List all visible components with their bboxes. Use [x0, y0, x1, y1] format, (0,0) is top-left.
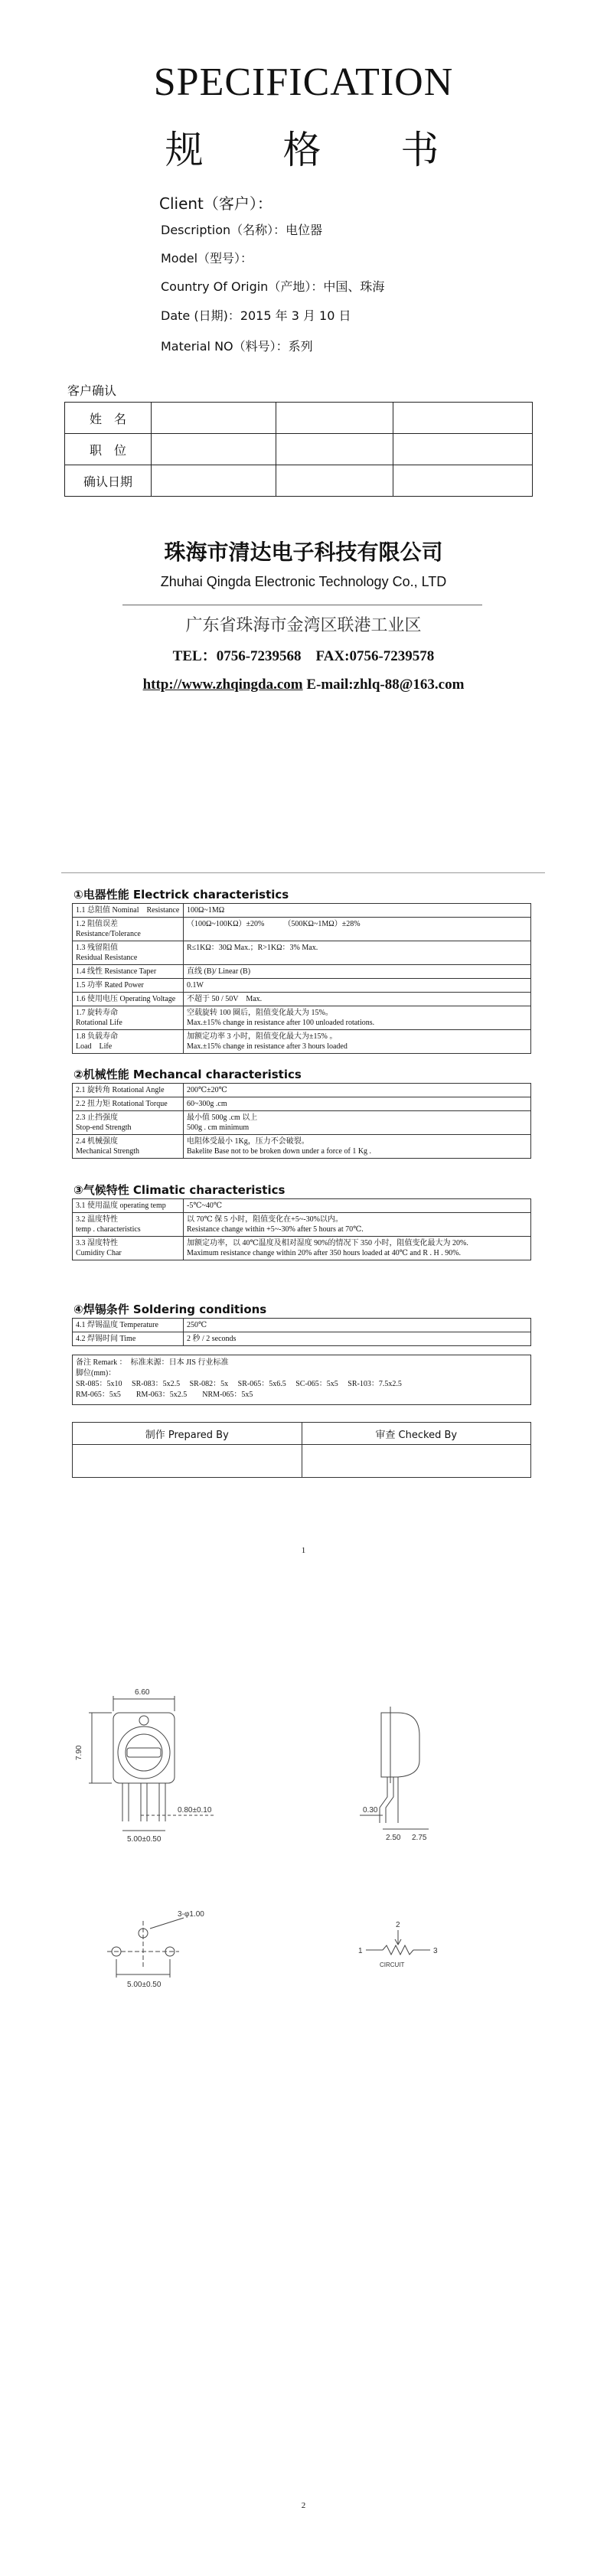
table-row	[73, 1332, 531, 1346]
spec-param-label: 1.3 残留阻值 Residual Resistance	[73, 941, 184, 965]
table-row	[73, 979, 531, 993]
spec-param-value: 空载旋转 100 圈后，阻值变化最大为 15%。 Max.±15% change in resistance after 100 unloaded rotations.	[184, 1006, 531, 1030]
company-name-cn: 珠海市清达电子科技有限公司	[164, 540, 443, 565]
spec-param-label: 2.1 旋转角 Rotational Angle	[73, 1084, 184, 1097]
confirm-cell[interactable]	[152, 434, 276, 465]
remark-box: 备注 Remark ： 标准来源：日本 JIS 行业标准 脚位(mm)： SR-085：5x10 SR-083：5x2.5 SR-082：5x SR-065：5x6.5 SC-065：5x5 SR-103：7.5x2.5 RM-065：5x5 RM-063：5x2.5 NRM-065：5x5	[72, 1355, 531, 1405]
dim-7-90: 7.90	[75, 1745, 83, 1760]
spec-title-cn: 规 格 书	[165, 128, 473, 172]
confirm-cell[interactable]	[393, 465, 533, 497]
table-row	[73, 965, 531, 979]
dim-0-30: 0.30	[363, 1806, 378, 1815]
spec-param-value: 0.1W	[184, 979, 531, 993]
table-row	[73, 1111, 531, 1135]
confirm-cell[interactable]	[152, 465, 276, 497]
customer-confirm-table	[64, 402, 533, 497]
spec-param-value: 2 秒 / 2 seconds	[184, 1332, 531, 1346]
table-row	[73, 1319, 531, 1332]
table-row	[73, 1084, 531, 1097]
spec-param-label: 2.3 止挡强度 Stop-end Strength	[73, 1111, 184, 1135]
spec-param-label: 4.2 焊锡时间 Time	[73, 1332, 184, 1346]
dim-holes: 3-φ1.00	[178, 1910, 204, 1919]
spec-param-value: 100Ω~1MΩ	[184, 904, 531, 918]
dim-2-50: 2.50	[386, 1834, 401, 1842]
table-row	[73, 918, 531, 941]
dimension-drawing	[0, 1645, 607, 2120]
confirm-cell[interactable]	[276, 434, 393, 465]
spec-param-label: 2.4 机械强度 Mechanical Strength	[73, 1135, 184, 1159]
electrical-table	[72, 903, 531, 1054]
page-number: 1	[301, 1546, 306, 1555]
spec-param-value: 不超于 50 / 50V Max.	[184, 993, 531, 1006]
spec-param-value: 200℃±20℃	[184, 1084, 531, 1097]
prepared-by-signature[interactable]	[73, 1445, 302, 1478]
spec-param-label: 1.8 负载寿命 Load Life	[73, 1030, 184, 1054]
page-separator	[61, 872, 545, 873]
spec-param-label: 4.1 焊锡温度 Temperature	[73, 1319, 184, 1332]
mechanical-table	[72, 1083, 531, 1159]
table-row	[73, 1237, 531, 1260]
spec-param-value: -5℃~40℃	[184, 1199, 531, 1213]
table-row	[73, 1423, 531, 1445]
spec-param-value: 以 70℃ 保 5 小时，阻值变化在+5~-30%以内。 Resistance change within +5~-30% after 5 hours at 70℃.	[184, 1213, 531, 1237]
pin-3-label: 3	[433, 1947, 438, 1955]
spec-param-value: 最小值 500g .cm 以上 500g . cm minimum	[184, 1111, 531, 1135]
signature-table	[72, 1422, 531, 1478]
soldering-table	[72, 1318, 531, 1346]
pin-1-label: 1	[358, 1947, 363, 1955]
company-web-email	[0, 677, 607, 693]
table-row	[73, 1006, 531, 1030]
company-address: 广东省珠海市金湾区联港工业区	[185, 616, 422, 635]
table-row	[73, 1213, 531, 1237]
dim-2-75: 2.75	[412, 1834, 427, 1842]
climatic-table	[72, 1198, 531, 1260]
company-tel-fax: TEL：0756-7239568 FAX:0756-7239578	[172, 648, 435, 664]
client-field: Client（客户）：	[159, 194, 272, 213]
table-row	[73, 1445, 531, 1478]
dim-5-00: 5.00±0.50	[127, 1835, 162, 1844]
table-row	[65, 465, 533, 497]
material-field: Material NO（料号）：系列	[161, 339, 313, 354]
circuit-label: CIRCUIT	[380, 1961, 405, 1968]
section-electrical-title: ①电器性能 Electrick characteristics	[73, 888, 289, 902]
page-number-2: 2	[301, 2501, 306, 2510]
spec-param-label: 1.5 功率 Rated Power	[73, 979, 184, 993]
spec-param-label: 3.3 湿度特性 Cumidity Char	[73, 1237, 184, 1260]
checked-by-signature[interactable]	[302, 1445, 531, 1478]
confirm-cell[interactable]	[152, 403, 276, 434]
section-mechanical-title: ②机械性能 Mechancal characteristics	[73, 1068, 302, 1081]
confirm-cell[interactable]	[393, 434, 533, 465]
dim-0-80: 0.80±0.10	[178, 1806, 212, 1815]
confirm-cell[interactable]	[276, 465, 393, 497]
company-name-en: Zhuhai Qingda Electronic Technology Co., LTD	[160, 574, 447, 589]
origin-field: Country Of Origin（产地）：中国、珠海	[161, 279, 385, 294]
hole-pattern-drawing	[107, 1918, 184, 1978]
table-row	[73, 1097, 531, 1111]
email-text: E-mail:zhlq-88@163.com	[302, 677, 465, 693]
spec-param-value: 直线 (B)/ Linear (B)	[184, 965, 531, 979]
model-field: Model（型号）：	[161, 251, 253, 266]
spec-param-label: 1.6 使用电压 Operating Voltage	[73, 993, 184, 1006]
confirm-cell[interactable]	[276, 403, 393, 434]
table-row	[73, 941, 531, 965]
date-field: Date (日期)：2015 年 3 月 10 日	[161, 308, 351, 323]
checked-by-label: 审查 Checked By	[302, 1423, 531, 1445]
spec-param-label: 1.7 旋转寿命 Rotational Life	[73, 1006, 184, 1030]
spec-param-value: 电阻体受最小 1Kg，压力不会破裂。 Bakelite Base not to be broken down under a force of 1 Kg .	[184, 1135, 531, 1159]
spec-param-value: 加额定功率，以 40℃温度及相对湿度 90%的情况下 350 小时，阻值变化最大为 20%. Maximum resistance change within 20% after 350 hours loaded at 40℃ and R . H . 90%.	[184, 1237, 531, 1260]
circuit-symbol	[366, 1930, 430, 1955]
spec-param-value: 250℃	[184, 1319, 531, 1332]
spec-param-label: 2.2 扭力矩 Rotational Torque	[73, 1097, 184, 1111]
spec-param-label: 3.1 使用温度 operating temp	[73, 1199, 184, 1213]
section-climatic-title: ③气候特性 Climatic characteristics	[73, 1183, 286, 1197]
table-row	[65, 434, 533, 465]
spec-param-label: 1.2 阻值误差 Resistance/Tolerance	[73, 918, 184, 941]
spec-param-label: 1.1 总阻值 Nominal Resistance	[73, 904, 184, 918]
spec-param-value: R≤1KΩ：30Ω Max.；R>1KΩ：3% Max.	[184, 941, 531, 965]
dim-6-60: 6.60	[135, 1688, 150, 1697]
confirm-row-label: 姓 名	[65, 403, 152, 434]
section-soldering-title: ④焊锡条件 Soldering conditions	[73, 1303, 267, 1316]
description-field: Description（名称）：电位器	[161, 223, 323, 237]
confirm-row-label: 确认日期	[65, 465, 152, 497]
table-row	[65, 403, 533, 434]
customer-confirm-label: 客户确认	[67, 383, 117, 398]
spec-param-label: 3.2 温度特性 temp . characteristics	[73, 1213, 184, 1237]
spec-param-value: （100Ω~100KΩ）±20% （500KΩ~1MΩ）±28%	[184, 918, 531, 941]
pin-2-label: 2	[396, 1921, 400, 1929]
table-row	[73, 993, 531, 1006]
prepared-by-label: 制作 Prepared By	[73, 1423, 302, 1445]
spec-param-value: 60~300g .cm	[184, 1097, 531, 1111]
dim-bottom: 5.00±0.50	[127, 1981, 162, 1989]
confirm-row-label: 职 位	[65, 434, 152, 465]
confirm-cell[interactable]	[393, 403, 533, 434]
spec-param-label: 1.4 线性 Resistance Taper	[73, 965, 184, 979]
spec-param-value: 加额定功率 3 小时，阻值变化最大为±15% 。 Max.±15% change in resistance after 3 hours loaded	[184, 1030, 531, 1054]
spec-title-en: SPECIFICATION	[153, 60, 454, 104]
website-link[interactable]: http://www.zhqingda.com	[142, 677, 303, 693]
table-row	[73, 904, 531, 918]
table-row	[73, 1135, 531, 1159]
table-row	[73, 1030, 531, 1054]
table-row	[73, 1199, 531, 1213]
